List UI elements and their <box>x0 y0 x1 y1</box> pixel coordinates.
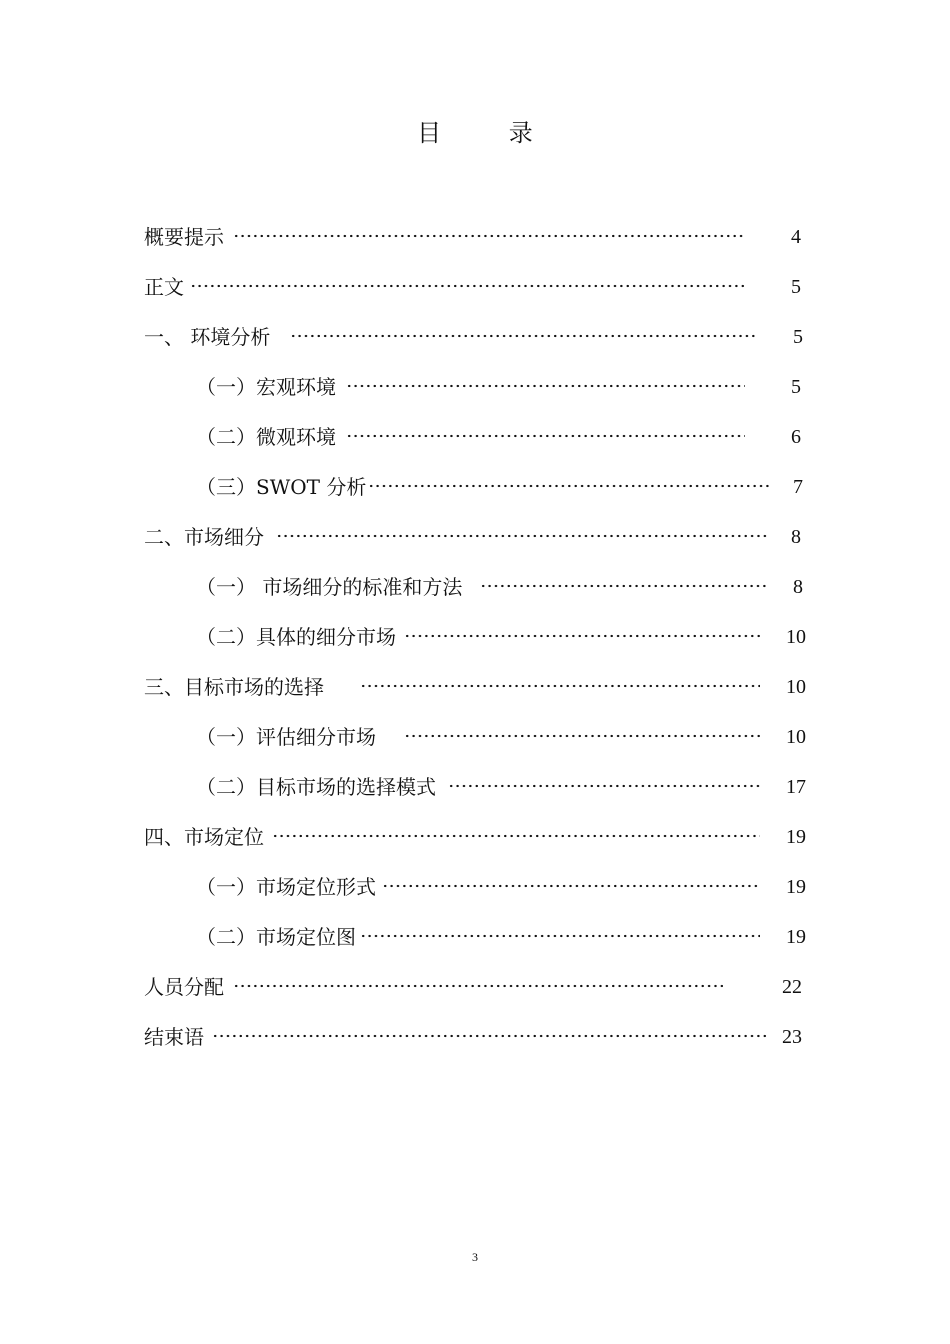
toc-entry-page: 8 <box>791 526 801 548</box>
toc-dot-leader <box>190 282 745 290</box>
toc-entry-page: 19 <box>786 876 806 898</box>
toc-entry-label: 二、市场细分 <box>144 525 264 549</box>
toc-entry-label: （一）市场定位形式 <box>196 875 376 899</box>
toc-entry-page: 5 <box>793 326 803 348</box>
toc-dot-leader <box>290 332 757 340</box>
toc-entry-page: 6 <box>791 426 801 448</box>
toc-entry[interactable] <box>0 322 950 352</box>
toc-dot-leader <box>346 382 745 390</box>
toc-entry[interactable] <box>0 422 950 452</box>
toc-entry-page: 23 <box>782 1026 802 1048</box>
toc-entry-page: 8 <box>793 576 803 598</box>
toc-entry-label: 概要提示 <box>144 225 224 249</box>
toc-dot-leader <box>360 932 760 940</box>
toc-entry-page: 19 <box>786 926 806 948</box>
toc-entry-page: 5 <box>791 376 801 398</box>
toc-entry-label: （一） 市场细分的标准和方法 <box>196 575 463 599</box>
toc-entry-page: 7 <box>793 476 803 498</box>
toc-entry-page: 22 <box>782 976 802 998</box>
toc-entry[interactable] <box>0 472 950 502</box>
toc-entry-label: 三、目标市场的选择 <box>144 675 324 699</box>
toc-dot-leader <box>382 882 760 890</box>
toc-dot-leader <box>368 482 769 490</box>
toc-entry-page: 10 <box>786 626 806 648</box>
toc-entry-label: （三）SWOT 分析 <box>196 475 367 499</box>
toc-dot-leader <box>272 832 760 840</box>
toc-dot-leader <box>233 232 745 240</box>
toc-dot-leader <box>212 1032 768 1040</box>
toc-entry[interactable] <box>0 672 950 702</box>
toc-dot-leader <box>404 732 760 740</box>
toc-entry[interactable] <box>0 572 950 602</box>
toc-entry[interactable] <box>0 972 950 1002</box>
toc-entry[interactable] <box>0 372 950 402</box>
page-title: 目 录 <box>417 119 563 147</box>
toc-entry[interactable] <box>0 272 950 302</box>
toc-entry-label: （二）目标市场的选择模式 <box>196 775 436 799</box>
toc-entry-page: 19 <box>786 826 806 848</box>
toc-dot-leader <box>448 782 760 790</box>
toc-entry[interactable] <box>0 922 950 952</box>
toc-dot-leader <box>404 632 760 640</box>
toc-entry-label: 四、市场定位 <box>144 825 264 849</box>
toc-dot-leader <box>360 682 760 690</box>
toc-entry[interactable] <box>0 222 950 252</box>
toc-dot-leader <box>346 432 745 440</box>
toc-entry-label: 一、 环境分析 <box>144 325 271 349</box>
toc-entry-label: 人员分配 <box>144 975 224 999</box>
toc-entry-label: 正文 <box>144 275 184 299</box>
toc-entry[interactable] <box>0 522 950 552</box>
toc-entry[interactable] <box>0 622 950 652</box>
toc-dot-leader <box>233 982 723 990</box>
toc-entry-label: （一）宏观环境 <box>196 375 336 399</box>
page-number: 3 <box>472 1250 478 1264</box>
toc-entry-label: （二）微观环境 <box>196 425 336 449</box>
toc-entry[interactable] <box>0 822 950 852</box>
toc-entry-page: 10 <box>786 726 806 748</box>
toc-dot-leader <box>480 582 768 590</box>
toc-entry[interactable] <box>0 772 950 802</box>
toc-entry-page: 5 <box>791 276 801 298</box>
toc-entry-label: （二）具体的细分市场 <box>196 625 396 649</box>
toc-dot-leader <box>276 532 767 540</box>
toc-entry-label: （二）市场定位图 <box>196 925 356 949</box>
toc-entry-label: （一）评估细分市场 <box>196 725 376 749</box>
toc-entry-page: 17 <box>786 776 806 798</box>
toc-entry-page: 4 <box>791 226 801 248</box>
toc-entry[interactable] <box>0 872 950 902</box>
toc-entry[interactable] <box>0 1022 950 1052</box>
toc-entry-page: 10 <box>786 676 806 698</box>
toc-entry-label: 结束语 <box>144 1025 204 1049</box>
toc-entry[interactable] <box>0 722 950 752</box>
